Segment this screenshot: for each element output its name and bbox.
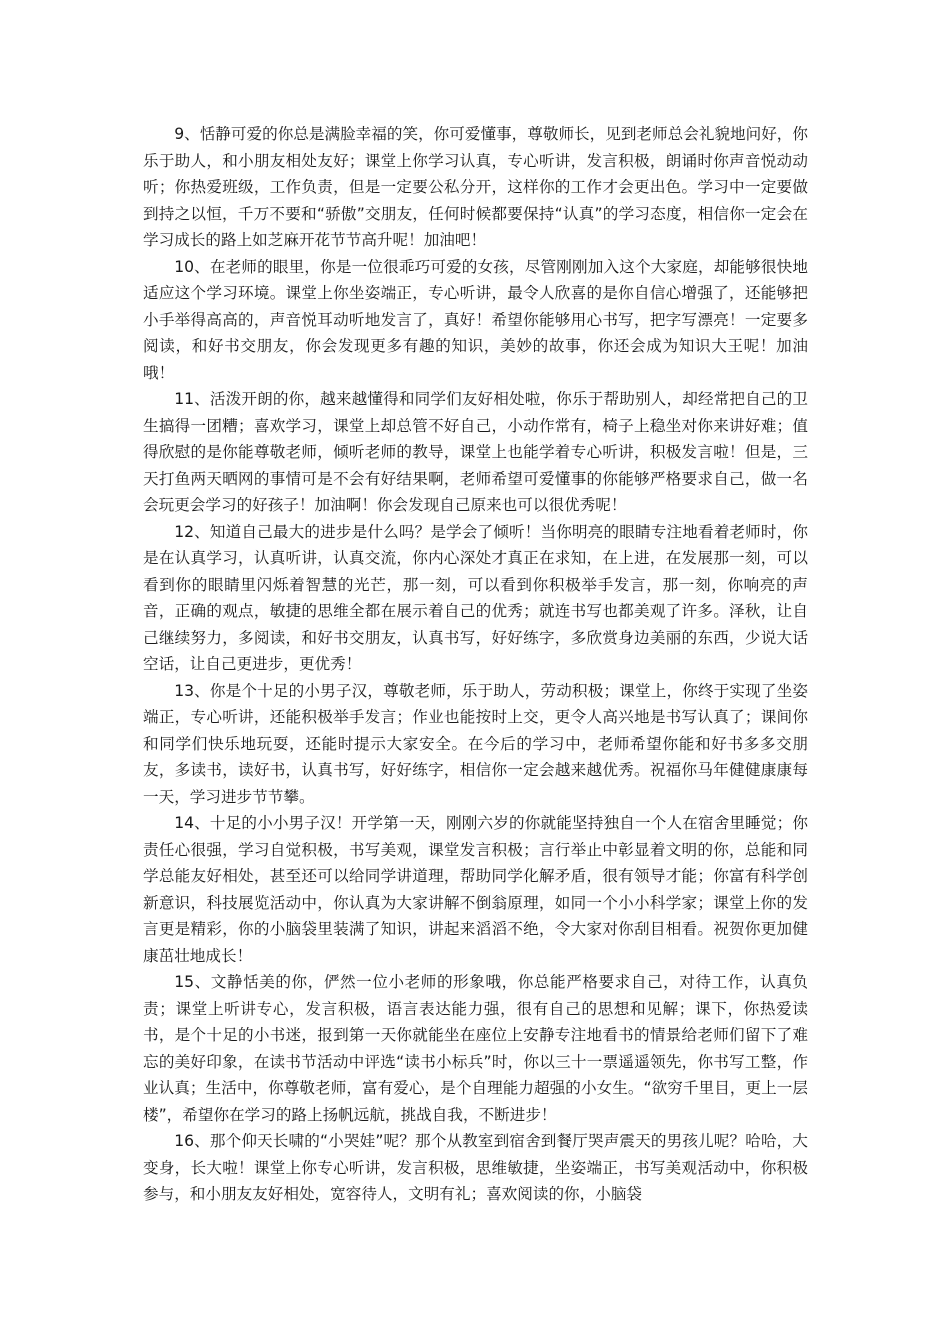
comment-paragraph-10: 10、在老师的眼里，你是一位很乖巧可爱的女孩，尽管刚刚加入这个大家庭，却能够很快地适应这个学习环境。课堂上你坐姿端正，专心听讲，最令人欣喜的是你自信心增强了，还能够把小手举得高高的，声音悦耳动听地发言了，真好！希望你能够用心书写，把字写漂亮！一定要多阅读，和好书交朋友，你会发现更多有趣的知识，美妙的故事，你还会成为知识大王呢！加油哦！ — [143, 257, 808, 382]
comment-paragraph-15: 15、文静恬美的你，俨然一位小老师的形象哦，你总能严格要求自己，对待工作，认真负责；课堂上听讲专心，发言积极，语言表达能力强，很有自己的思想和见解；课下，你热爱读书，是个十足的小书迷，报到第一天你就能坐在座位上安静专注地看书的情景给老师们留下了难忘的美好印象，在读书节活动中评选“读书小标兵”时，你以三十一票遥遥领先，你书写工整，作业认真；生活中，你尊敬老师，富有爱心，是个自理能力超强的小女生。“欲穷千里目，更上一层楼”，希望你在学习的路上扬帆远航，挑战自我，不断进步！ — [143, 973, 808, 1124]
comment-paragraph-13: 13、你是个十足的小男子汉，尊敬老师，乐于助人，劳动积极；课堂上，你终于实现了坐姿端正，专心听讲，还能积极举手发言；作业也能按时上交，更令人高兴地是书写认真了；课间你和同学们快乐地玩耍，还能时提示大家安全。在今后的学习中，老师希望你能和好书多多交朋友，多读书，读好书，认真书写，好好练字，相信你一定会越来越优秀。祝福你马年健健康康每一天，学习进步节节攀。 — [143, 681, 808, 806]
document-body — [143, 121, 808, 1208]
comment-paragraph-16: 16、那个仰天长啸的“小哭娃”呢？那个从教室到宿舍到餐厅哭声震天的男孩儿呢？哈哈，大变身，长大啦！课堂上你专心听讲，发言积极，思维敏捷，坐姿端正，书写美观活动中，你积极参与，和小朋友友好相处，宽容待人，文明有礼；喜欢阅读的你，小脑袋 — [143, 1132, 808, 1203]
comment-paragraph-12: 12、知道自己最大的进步是什么吗？是学会了倾听！当你明亮的眼睛专注地看着老师时，你是在认真学习，认真听讲，认真交流，你内心深处才真正在求知，在上进，在发展那一刻，可以看到你的眼睛里闪烁着智慧的光芒，那一刻，可以看到你积极举手发言，那一刻，你响亮的声音，正确的观点，敏捷的思维全都在展示着自己的优秀；就连书写也都美观了许多。泽秋，让自己继续努力，多阅读，和好书交朋友，认真书写，好好练字，多欣赏身边美丽的东西，少说大话空话，让自己更进步，更优秀！ — [143, 522, 808, 673]
comment-paragraph-14: 14、十足的小小男子汉！开学第一天，刚刚六岁的你就能坚持独自一个人在宿舍里睡觉；你责任心很强，学习自觉积极，书写美观，课堂发言积极；言行举止中彰显着文明的你，总能和同学总能友好相处，甚至还可以给同学讲道理，帮助同学化解矛盾，很有领导才能；你富有科学创新意识，科技展览活动中，你认真为大家讲解不倒翁原理，如同一个小小科学家；课堂上你的发言更是精彩，你的小脑袋里装满了知识，讲起来滔滔不绝，令大家对你刮目相看。祝贺你更加健康茁壮地成长！ — [143, 814, 808, 965]
comment-paragraph-11: 11、活泼开朗的你，越来越懂得和同学们友好相处啦，你乐于帮助别人，却经常把自己的卫生搞得一团糟；喜欢学习，课堂上却总管不好自己，小动作常有，椅子上稳坐对你来讲好难；值得欣慰的是你能尊敬老师，倾听老师的教导，课堂上也能学着专心听讲，积极发言啦！但是，三天打鱼两天晒网的事情可是不会有好结果啊，老师希望可爱懂事的你能够严格要求自己，做一名会玩更会学习的好孩子！加油啊！你会发现自己原来也可以很优秀呢！ — [143, 390, 808, 514]
comment-paragraph-9: 9、恬静可爱的你总是满脸幸福的笑，你可爱懂事，尊敬师长，见到老师总会礼貌地问好，你乐于助人，和小朋友相处友好；课堂上你学习认真，专心听讲，发言积极，朗诵时你声音悦动动听；你热爱班级，工作负责，但是一定要公私分开，这样你的工作才会更出色。学习中一定要做到持之以恒，千万不要和“骄傲”交朋友，任何时候都要保持“认真”的学习态度，相信你一定会在学习成长的路上如芝麻开花节节高升呢！加油吧！ — [143, 125, 808, 249]
